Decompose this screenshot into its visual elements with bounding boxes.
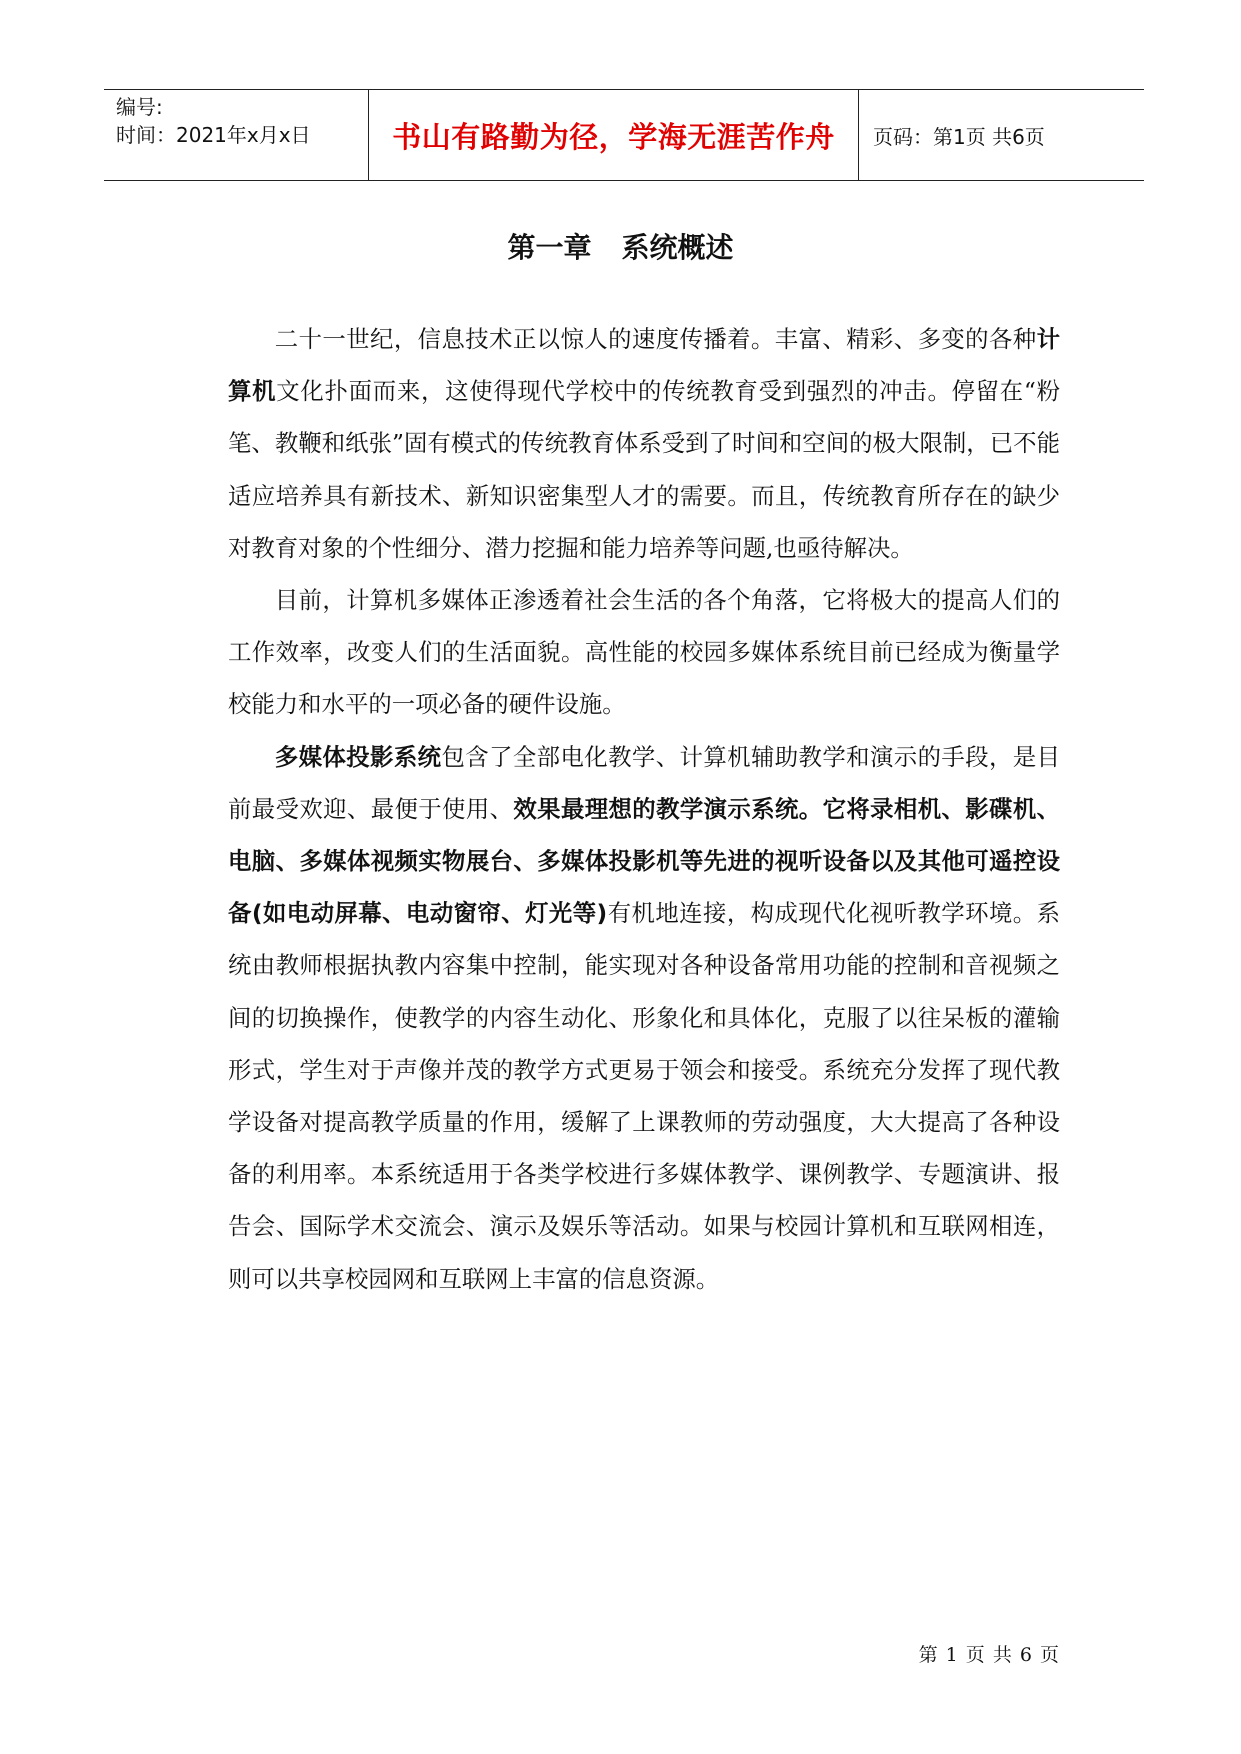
paragraph-text: 文化扑面而来，这使得现代学校中的传统教育受到强烈的冲击。停留在“粉笔、教鞭和纸张”固有模式的传统教育体系受到了时间和空间的极大限制，已不能适应培养具有新技术、新知识密集型人才的需要。而且，传统教育所存在的缺少对教育对象的个性细分、潜力挖掘和能力培养等问题,也亟待解决。 [228, 377, 1060, 562]
page-footer: 第 1 页 共 6 页 [918, 1644, 1060, 1666]
paragraph-text: 二十一世纪，信息技术正以惊人的速度传播着。丰富、精彩、多变的各种 [274, 325, 1037, 353]
chapter-number: 第一章 [507, 231, 592, 264]
header-meta [104, 90, 369, 180]
page-header [104, 89, 1144, 181]
paragraph-text: 目前，计算机多媒体正渗透着社会生活的各个角落，它将极大的提高人们的工作效率，改变人们的生活面貌。高性能的校园多媒体系统目前已经成为衡量学校能力和水平的一项必备的硬件设施。 [228, 586, 1060, 719]
paragraph-2 [228, 574, 1060, 731]
paragraph-1 [228, 313, 1060, 574]
document-body [228, 313, 1060, 1305]
paragraph-text: 有机地连接，构成现代化视听教学环境。系统由教师根据执教内容集中控制，能实现对各种设备常用功能的控制和音视频之间的切换操作，使教学的内容生动化、形象化和具体化，克服了以往呆板的灌输形式，学生对于声像并茂的教学方式更易于领会和接受。系统充分发挥了现代教学设备对提高教学质量的作用，缓解了上课教师的劳动强度，大大提高了各种设备的利用率。本系统适用于各类学校进行多媒体教学、课例教学、专题演讲、报告会、国际学术交流会、演示及娱乐等活动。如果与校园计算机和互联网相连，则可以共享校园网和互联网上丰富的信息资源。 [228, 899, 1060, 1293]
header-page-code: 页码：第1页 共6页 [873, 124, 1045, 149]
chapter-heading [0, 226, 1241, 266]
header-motto: 书山有路勤为径，学海无涯苦作舟 [369, 90, 859, 180]
document-time: 时间：2021年x月x日 [116, 123, 311, 147]
document-number-label: 编号: [116, 95, 163, 119]
bold-term: 多媒体投影系统 [274, 742, 442, 771]
paragraph-3 [228, 731, 1060, 1305]
paragraph-text: 包含了全部电化教学、计算机辅助教学和演示的手段，是目前最受欢迎、最便于使用、 [228, 742, 1061, 823]
bold-phrase: 效果最理想的教学演示系统。它将录相机、影碟机、电脑、多媒体视频实物展台、多媒体投影机等先进的视听设备以及其他可遥控设备(如电动屏幕、电动窗帘、灯光等) [228, 794, 1060, 928]
bold-term: 计算机 [228, 325, 1060, 406]
chapter-title: 系统概述 [621, 231, 734, 264]
